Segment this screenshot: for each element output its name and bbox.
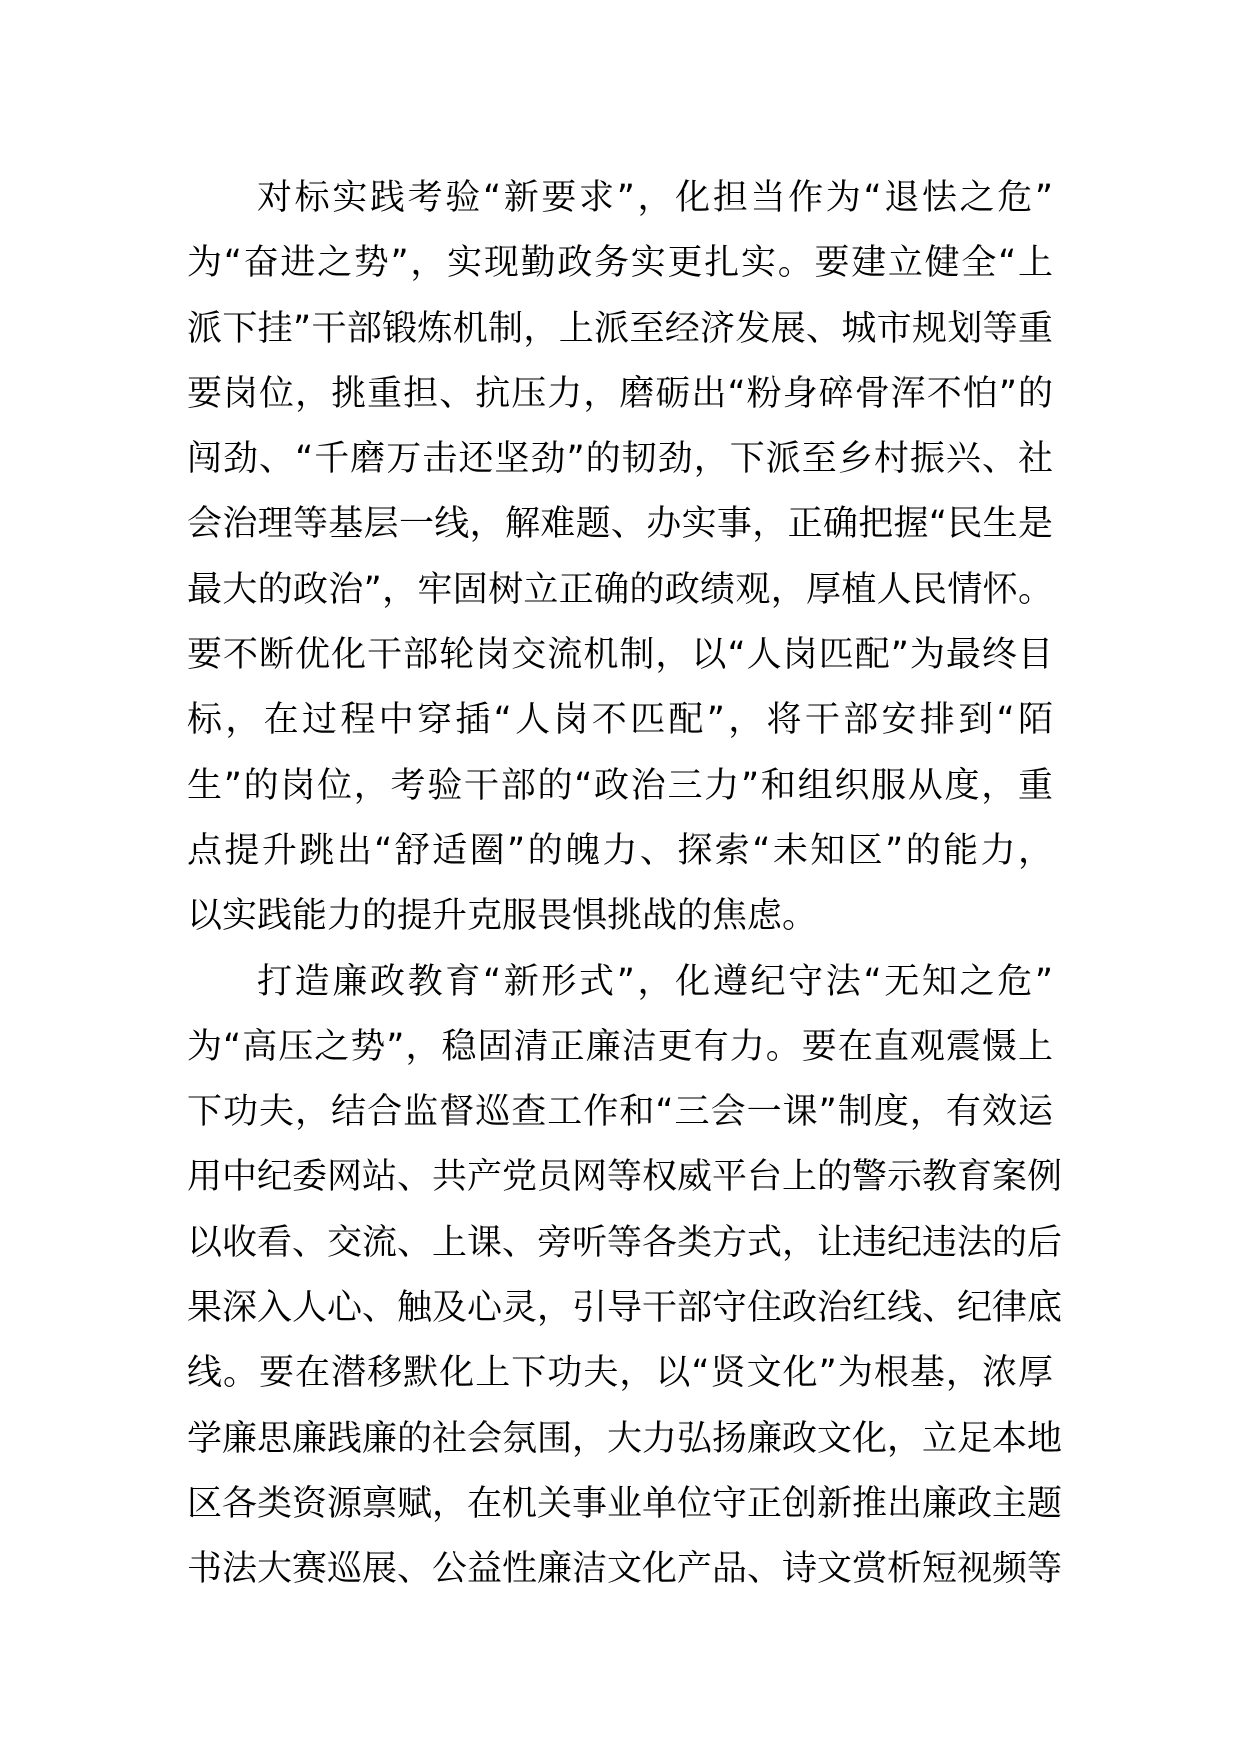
paragraph-line: 区各类资源禀赋，在机关事业单位守正创新推出廉政主题 (187, 1483, 1063, 1524)
paragraph-line: 要不断优化干部轮岗交流机制，以“人岗匹配”为最终目 (187, 635, 1053, 676)
paragraph-line: 点提升跳出“舒适圈”的魄力、探索“未知区”的能力， (187, 830, 1053, 871)
paragraph-line: 打造廉政教育“新形式”，化遵纪守法“无知之危” (257, 961, 1053, 1002)
paragraph-line: 用中纪委网站、共产党员网等权威平台上的警示教育案例 (187, 1157, 1063, 1198)
paragraph-line: 果深入人心、触及心灵，引导干部守住政治红线、纪律底 (187, 1288, 1063, 1329)
paragraph-line: 标，在过程中穿插“人岗不匹配”，将干部安排到“陌 (187, 700, 1053, 741)
paragraph-line: 线。要在潜移默化上下功夫，以“贤文化”为根基，浓厚 (187, 1353, 1053, 1394)
paragraph-line: 为“奋进之势”，实现勤政务实更扎实。要建立健全“上 (187, 243, 1053, 284)
paragraph-line: 派下挂”干部锻炼机制，上派至经济发展、城市规划等重 (187, 308, 1053, 349)
paragraph-line: 生”的岗位，考验干部的“政治三力”和组织服从度，重 (187, 765, 1053, 806)
paragraph-line: 闯劲、“千磨万击还坚劲”的韧劲，下派至乡村振兴、社 (187, 439, 1053, 480)
paragraph-1 (187, 166, 1053, 950)
document-body (187, 166, 1063, 1603)
paragraph-2 (187, 950, 1063, 1603)
paragraph-line: 下功夫，结合监督巡查工作和“三会一课”制度，有效运 (187, 1092, 1053, 1133)
paragraph-line: 会治理等基层一线，解难题、办实事，正确把握“民生是 (187, 504, 1053, 545)
paragraph-line: 为“高压之势”，稳固清正廉洁更有力。要在直观震慑上 (187, 1026, 1053, 1067)
paragraph-line: 学廉思廉践廉的社会氛围，大力弘扬廉政文化，立足本地 (187, 1418, 1063, 1459)
paragraph-line: 对标实践考验“新要求”，化担当作为“退怯之危” (257, 178, 1053, 218)
paragraph-line: 要岗位，挑重担、抗压力，磨砺出“粉身碎骨浑不怕”的 (187, 373, 1053, 414)
paragraph-line: 以实践能力的提升克服畏惧挑战的焦虑。 (187, 896, 818, 937)
paragraph-line: 以收看、交流、上课、旁听等各类方式，让违纪违法的后 (187, 1222, 1063, 1263)
paragraph-line: 书法大赛巡展、公益性廉洁文化产品、诗文赏析短视频等 (187, 1549, 1063, 1590)
paragraph-line: 最大的政治”，牢固树立正确的政绩观，厚植人民情怀。 (187, 569, 1053, 610)
